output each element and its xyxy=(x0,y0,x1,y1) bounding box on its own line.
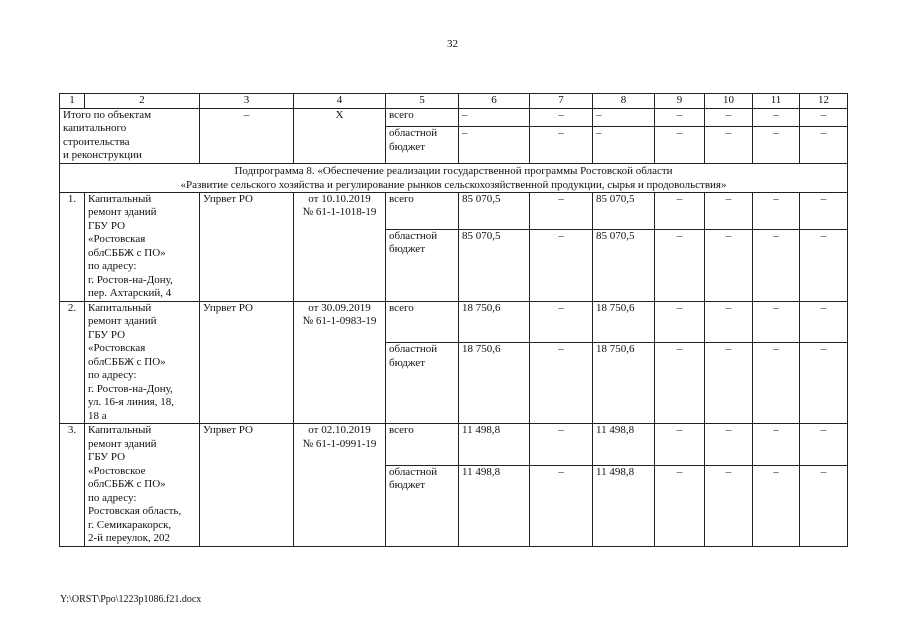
table-body xyxy=(60,94,848,547)
value-cell: – xyxy=(655,343,705,424)
value-cell: – xyxy=(530,108,593,127)
value-cell: – xyxy=(705,301,753,343)
text-line: бюджет xyxy=(389,479,425,492)
text-line: № 61-1-1018-19 xyxy=(302,206,377,218)
value-cell: – xyxy=(655,127,705,163)
source-label: всего xyxy=(386,192,459,229)
value-row-all xyxy=(60,424,848,466)
value-cell: – xyxy=(705,424,753,466)
value-cell: 11 498,8 xyxy=(593,465,655,546)
value-cell: – xyxy=(655,301,705,343)
text-line: облСББЖ с ПО» xyxy=(88,478,166,490)
object-name-cell xyxy=(85,301,200,424)
subprogram-row xyxy=(60,163,848,192)
source-label xyxy=(386,127,459,163)
value-row-all xyxy=(60,108,848,127)
text-line: «Ростовская xyxy=(88,342,146,354)
value-cell: – xyxy=(655,229,705,301)
value-cell: – xyxy=(459,127,530,163)
text-line: Капитальный xyxy=(88,192,152,205)
value-cell: 18 750,6 xyxy=(459,301,530,343)
source-label xyxy=(386,229,459,301)
source-label: всего xyxy=(386,424,459,466)
value-cell: – xyxy=(459,108,530,127)
value-cell: 18 750,6 xyxy=(593,301,655,343)
text-line: 18 а xyxy=(88,409,107,422)
text-line: ул. 16-я линия, 18, xyxy=(88,396,174,408)
text-line: областной xyxy=(389,465,438,478)
text-line: областной xyxy=(389,229,438,242)
value-cell: – xyxy=(655,108,705,127)
source-label xyxy=(386,465,459,546)
value-cell: – xyxy=(800,108,848,127)
value-cell: – xyxy=(753,229,800,301)
column-number-cell: 1 xyxy=(60,94,85,109)
text-line: Ростовская область, xyxy=(88,505,182,517)
value-row-all xyxy=(60,192,848,229)
column-number-cell: 12 xyxy=(800,94,848,109)
text-line: ремонт зданий xyxy=(88,437,157,450)
text-line: ремонт зданий xyxy=(88,315,157,327)
value-cell: – xyxy=(753,301,800,343)
value-cell: – xyxy=(705,229,753,301)
page-number: 32 xyxy=(447,38,458,50)
text-line: ГБУ РО xyxy=(88,451,126,463)
value-cell: – xyxy=(753,108,800,127)
text-line: бюджет xyxy=(389,140,425,153)
text-line: г. Семикаракорск, xyxy=(88,518,172,531)
text-line: облСББЖ с ПО» xyxy=(88,246,166,259)
subprogram-line: «Развитие сельского хозяйства и регулирование рынков сельскохозяйственной продукции, сырья и продовольствия» xyxy=(180,178,727,191)
value-cell: – xyxy=(705,343,753,424)
text-line: ремонт зданий xyxy=(88,206,157,218)
value-cell: – xyxy=(705,465,753,546)
executor-cell: – xyxy=(200,108,294,163)
column-number-row xyxy=(60,94,848,109)
column-number-cell: 4 xyxy=(294,94,386,109)
value-cell: 11 498,8 xyxy=(593,424,655,466)
executor-cell: Упрвет РО xyxy=(200,301,294,424)
text-line: капитального xyxy=(63,122,127,134)
text-line: Капитальный xyxy=(88,424,152,436)
text-line: бюджет xyxy=(389,243,425,256)
text-line: областной xyxy=(389,127,438,140)
text-line: по адресу: xyxy=(88,491,137,504)
column-number-cell: 7 xyxy=(530,94,593,109)
text-line: по адресу: xyxy=(88,260,137,272)
text-line: № 61-1-0991-19 xyxy=(302,437,377,450)
text-line: бюджет xyxy=(389,356,425,369)
value-cell: – xyxy=(705,127,753,163)
column-number-cell: 2 xyxy=(85,94,200,109)
text-line: «Ростовская xyxy=(88,233,146,245)
executor-cell: Упрвет РО xyxy=(200,192,294,301)
text-line: «Ростовское xyxy=(88,464,146,477)
document-cell xyxy=(294,301,386,424)
value-cell: – xyxy=(800,343,848,424)
text-line: и реконструкции xyxy=(63,149,142,161)
source-label: всего xyxy=(386,301,459,343)
document-cell xyxy=(294,424,386,547)
value-cell: – xyxy=(530,465,593,546)
column-number-cell: 9 xyxy=(655,94,705,109)
text-line: по адресу: xyxy=(88,369,137,381)
value-cell: – xyxy=(655,424,705,466)
executor-cell: Упрвет РО xyxy=(200,424,294,547)
value-cell: – xyxy=(705,192,753,229)
value-cell: 18 750,6 xyxy=(593,343,655,424)
text-line: пер. Ахтарский, 4 xyxy=(88,287,172,299)
value-cell: – xyxy=(800,465,848,546)
value-cell: – xyxy=(800,424,848,466)
row-number-cell xyxy=(60,108,200,163)
value-cell: – xyxy=(753,127,800,163)
value-cell: 85 070,5 xyxy=(459,229,530,301)
text-line: облСББЖ с ПО» xyxy=(88,355,166,368)
value-cell: – xyxy=(655,192,705,229)
text-line: от 30.09.2019 xyxy=(308,301,371,314)
row-number-cell: 2. xyxy=(60,301,85,424)
column-number-cell: 6 xyxy=(459,94,530,109)
object-name-cell xyxy=(85,192,200,301)
value-cell: – xyxy=(530,192,593,229)
column-number-cell: 3 xyxy=(200,94,294,109)
value-cell: – xyxy=(753,192,800,229)
value-cell: – xyxy=(800,229,848,301)
value-cell: – xyxy=(753,465,800,546)
document-cell xyxy=(294,192,386,301)
value-cell: 11 498,8 xyxy=(459,465,530,546)
object-name-cell xyxy=(85,424,200,547)
value-cell: – xyxy=(530,343,593,424)
value-cell: – xyxy=(530,127,593,163)
value-row-all xyxy=(60,301,848,343)
value-cell: 11 498,8 xyxy=(459,424,530,466)
text-line: Итого по объектам xyxy=(63,108,152,121)
text-line: Капитальный xyxy=(88,301,152,314)
text-line: ГБУ РО xyxy=(88,219,126,232)
value-cell: 85 070,5 xyxy=(593,192,655,229)
text-line: строительства xyxy=(63,135,130,148)
value-cell: – xyxy=(753,424,800,466)
source-label xyxy=(386,343,459,424)
text-line: 2-й переулок, 202 xyxy=(88,532,171,544)
source-label: всего xyxy=(386,108,459,127)
value-cell: 85 070,5 xyxy=(459,192,530,229)
value-cell: – xyxy=(593,108,655,127)
value-cell: – xyxy=(593,127,655,163)
value-cell: – xyxy=(753,343,800,424)
text-line: № 61-1-0983-19 xyxy=(302,315,377,327)
column-number-cell: 10 xyxy=(705,94,753,109)
file-path-footer: Y:\ORST\Ppo\1223p1086.f21.docx xyxy=(60,594,202,605)
text-line: областной xyxy=(389,343,438,356)
value-cell: – xyxy=(530,424,593,466)
value-cell: 18 750,6 xyxy=(459,343,530,424)
text-line: от 02.10.2019 xyxy=(308,424,371,436)
document-cell: Х xyxy=(294,108,386,163)
value-cell: – xyxy=(800,127,848,163)
row-number-cell: 3. xyxy=(60,424,85,547)
value-cell: – xyxy=(800,192,848,229)
budget-table xyxy=(59,93,848,547)
value-cell: – xyxy=(800,301,848,343)
text-line: г. Ростов-на-Дону, xyxy=(88,273,173,286)
column-number-cell: 5 xyxy=(386,94,459,109)
text-line: от 10.10.2019 xyxy=(308,192,371,205)
column-number-cell: 8 xyxy=(593,94,655,109)
text-line: ГБУ РО xyxy=(88,328,126,341)
value-cell: – xyxy=(655,465,705,546)
subprogram-title xyxy=(60,163,848,192)
value-cell: – xyxy=(530,229,593,301)
value-cell: 85 070,5 xyxy=(593,229,655,301)
row-number-cell: 1. xyxy=(60,192,85,301)
value-cell: – xyxy=(530,301,593,343)
value-cell: – xyxy=(705,108,753,127)
text-line: г. Ростов-на-Дону, xyxy=(88,382,173,395)
column-number-cell: 11 xyxy=(753,94,800,109)
subprogram-line: Подпрограмма 8. «Обеспечение реализации государственной программы Ростовской области xyxy=(234,164,673,177)
